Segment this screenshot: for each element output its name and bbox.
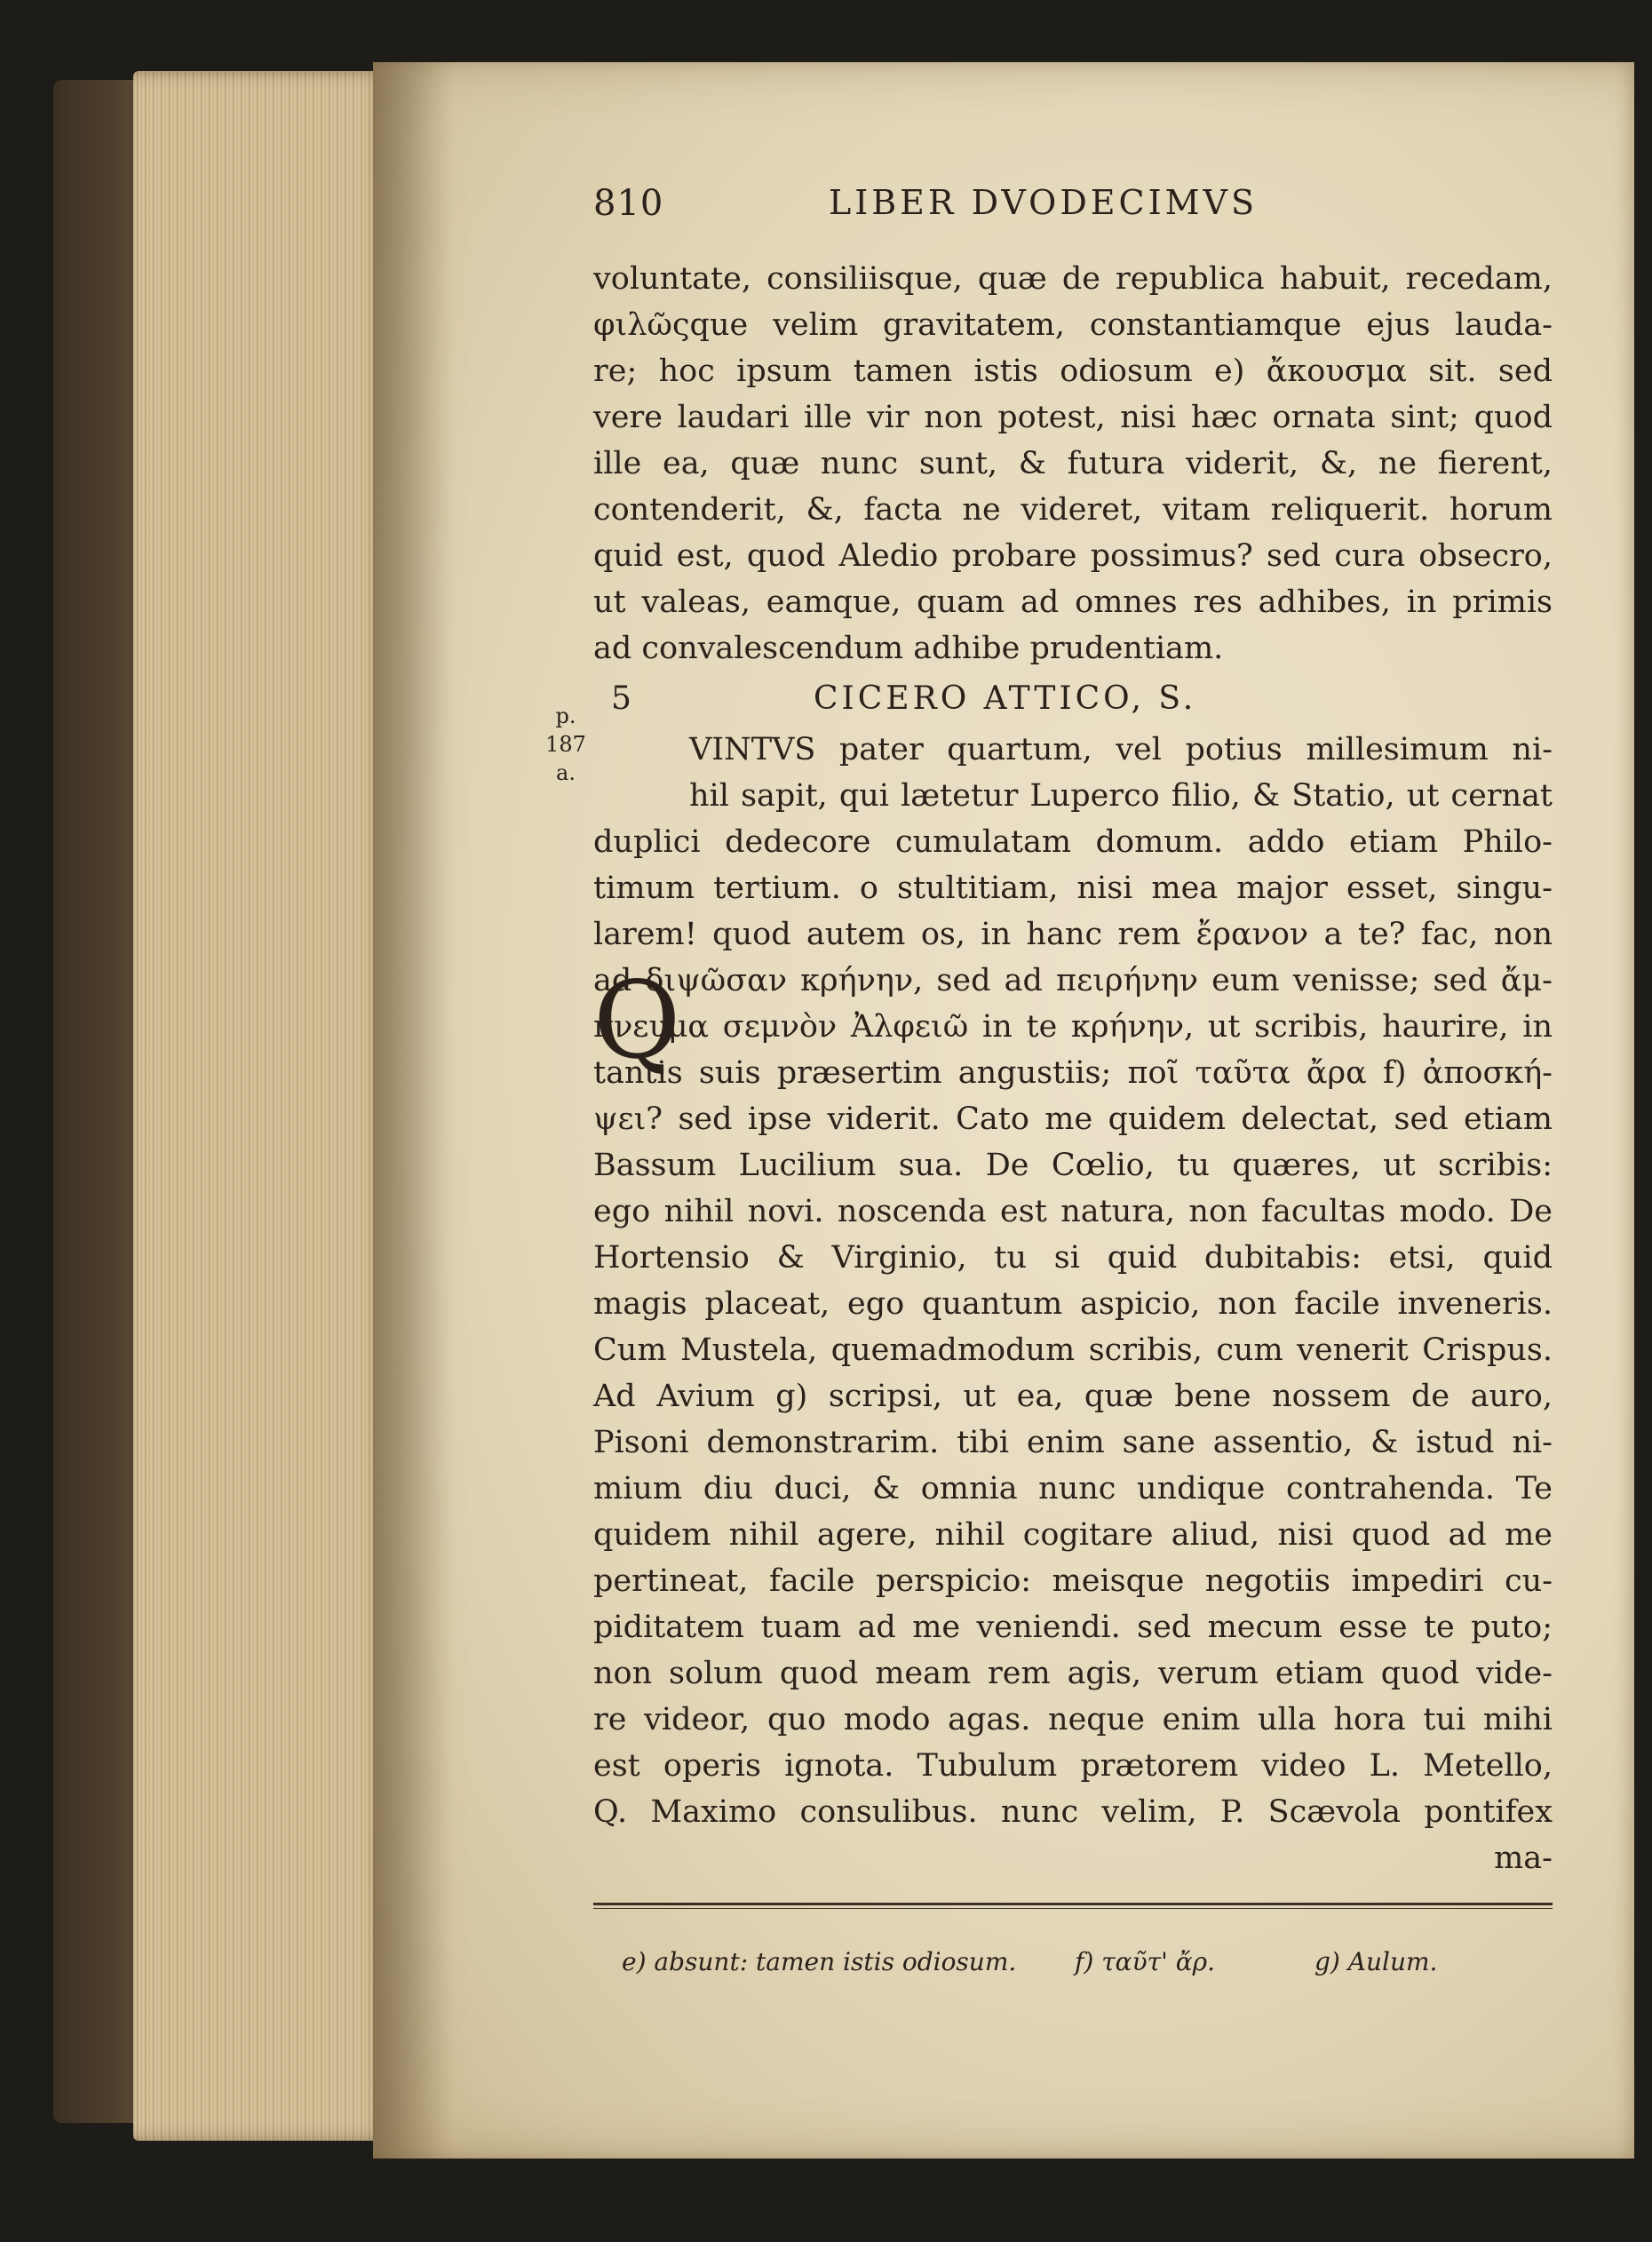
footnote-g: g) Aulum. [1314,1947,1438,1976]
text-line: ψει? sed ipse viderit. Cato me quidem delectat, sed etiam [593,1101,1553,1137]
text-line: piditatem tuam ad me veniendi. sed mecum esse te puto; [593,1610,1553,1645]
text-line: φιλῶςque velim gravitatem, constantiamque ejus lauda- [593,307,1553,343]
margin-note-line: 187 [545,732,586,757]
text-line: VINTVS pater quartum, vel potius millesimum ni- [689,732,1553,767]
text-line: ut valeas, eamque, quam ad omnes res adhibes, in primis [593,584,1553,620]
text-line: pertineat, facile perspicio: meisque negotiis impediri cu- [593,1563,1553,1599]
margin-note-line: a. [556,760,576,785]
text-line: quidem nihil agere, nihil cogitare aliud, nisi quod ad me [593,1517,1553,1553]
text-line: duplici dedecore cumulatam domum. addo etiam Philo- [593,824,1553,860]
page-body [593,256,1553,1881]
text-line: ille ea, quæ nunc sunt, & futura viderit, &, ne fierent, [593,446,1553,481]
footnotes [622,1947,1519,1992]
page-number: 810 [593,183,664,224]
text-line: quid est, quod Aledio probare possimus? sed cura obsecro, [593,538,1553,574]
text-line: ego nihil novi. noscenda est natura, non facultas modo. De [593,1194,1553,1229]
gutter-shadow [373,62,453,2159]
text-line: vere laudari ille vir non potest, nisi hæc ornata sint; quod [593,400,1553,435]
footnote-f: f) ταῦτ' ἄρ. [1075,1947,1215,1976]
text-line: Q. Maximo consulibus. nunc velim, P. Scævola pontifex [593,1794,1553,1830]
text-line: ad convalescendum adhibe prudentiam. [593,631,1224,666]
letter-title: CICERO ATTICO, S. [814,680,1197,717]
text-line: timum tertium. o stultitiam, nisi mea major esset, singu- [593,871,1553,906]
text-line: larem! quod autem os, in hanc rem ἔρανον a te? fac, non [593,917,1553,952]
text-line: Pisoni demonstrarim. tibi enim sane assentio, & istud ni- [593,1425,1553,1460]
page-header [593,183,1553,236]
page-edges [133,71,391,2141]
text-line: contenderit, &, facta ne videret, vitam reliquerit. horum [593,492,1553,528]
text-line: mium diu duci, & omnia nunc undique contrahenda. Te [593,1471,1553,1507]
running-head: LIBER DVODECIMVS [829,183,1259,222]
text-line: Ad Avium g) scripsi, ut ea, quæ bene nossem de auro, [593,1379,1553,1414]
text-line: πνευμα σεμνὸν Ἀλφειῶ in te κρήνην, ut scribis, haurire, in [593,1009,1553,1045]
margin-note [544,702,588,787]
text-line: re videor, quo modo agas. neque enim ulla hora tui mihi [593,1702,1553,1737]
margin-note-line: p. [555,704,576,728]
footnote-rule-thin [593,1908,1553,1909]
letter-number: 5 [611,680,635,717]
text-line: ad διψῶσαν κρήνην, sed ad πειρήνην eum venisse; sed ἄμ- [593,963,1553,998]
drop-cap: Q [593,959,681,1083]
footnote-rule [593,1903,1553,1905]
text-line: hil sapit, qui lætetur Luperco filio, & Statio, ut cernat [689,778,1553,814]
letter-heading [593,672,1553,727]
text-line: voluntate, consiliisque, quæ de republica habuit, recedam, [593,261,1553,297]
text-line: magis placeat, ego quantum aspicio, non facile inveneris. [593,1286,1553,1322]
text-line: non solum quod meam rem agis, verum etiam quod vide- [593,1656,1553,1691]
text-line: Cum Mustela, quemadmodum scribis, cum venerit Crispus. [593,1332,1553,1368]
text-line: est operis ignota. Tubulum prætorem video L. Metello, [593,1748,1553,1784]
text-line: Hortensio & Virginio, tu si quid dubitabis: etsi, quid [593,1240,1553,1276]
footnote-e: e) absunt: tamen istis odiosum. [622,1947,1017,1976]
text-line: tantis suis præsertim angustiis; ποῖ ταῦτα ἄρα f) ἀποσκή- [593,1055,1553,1091]
text-line: Bassum Lucilium sua. De Cœlio, tu quæres, ut scribis: [593,1148,1553,1183]
catchword: ma- [1494,1841,1553,1876]
text-line: re; hoc ipsum tamen istis odiosum e) ἄκουσμα sit. sed [593,354,1553,389]
